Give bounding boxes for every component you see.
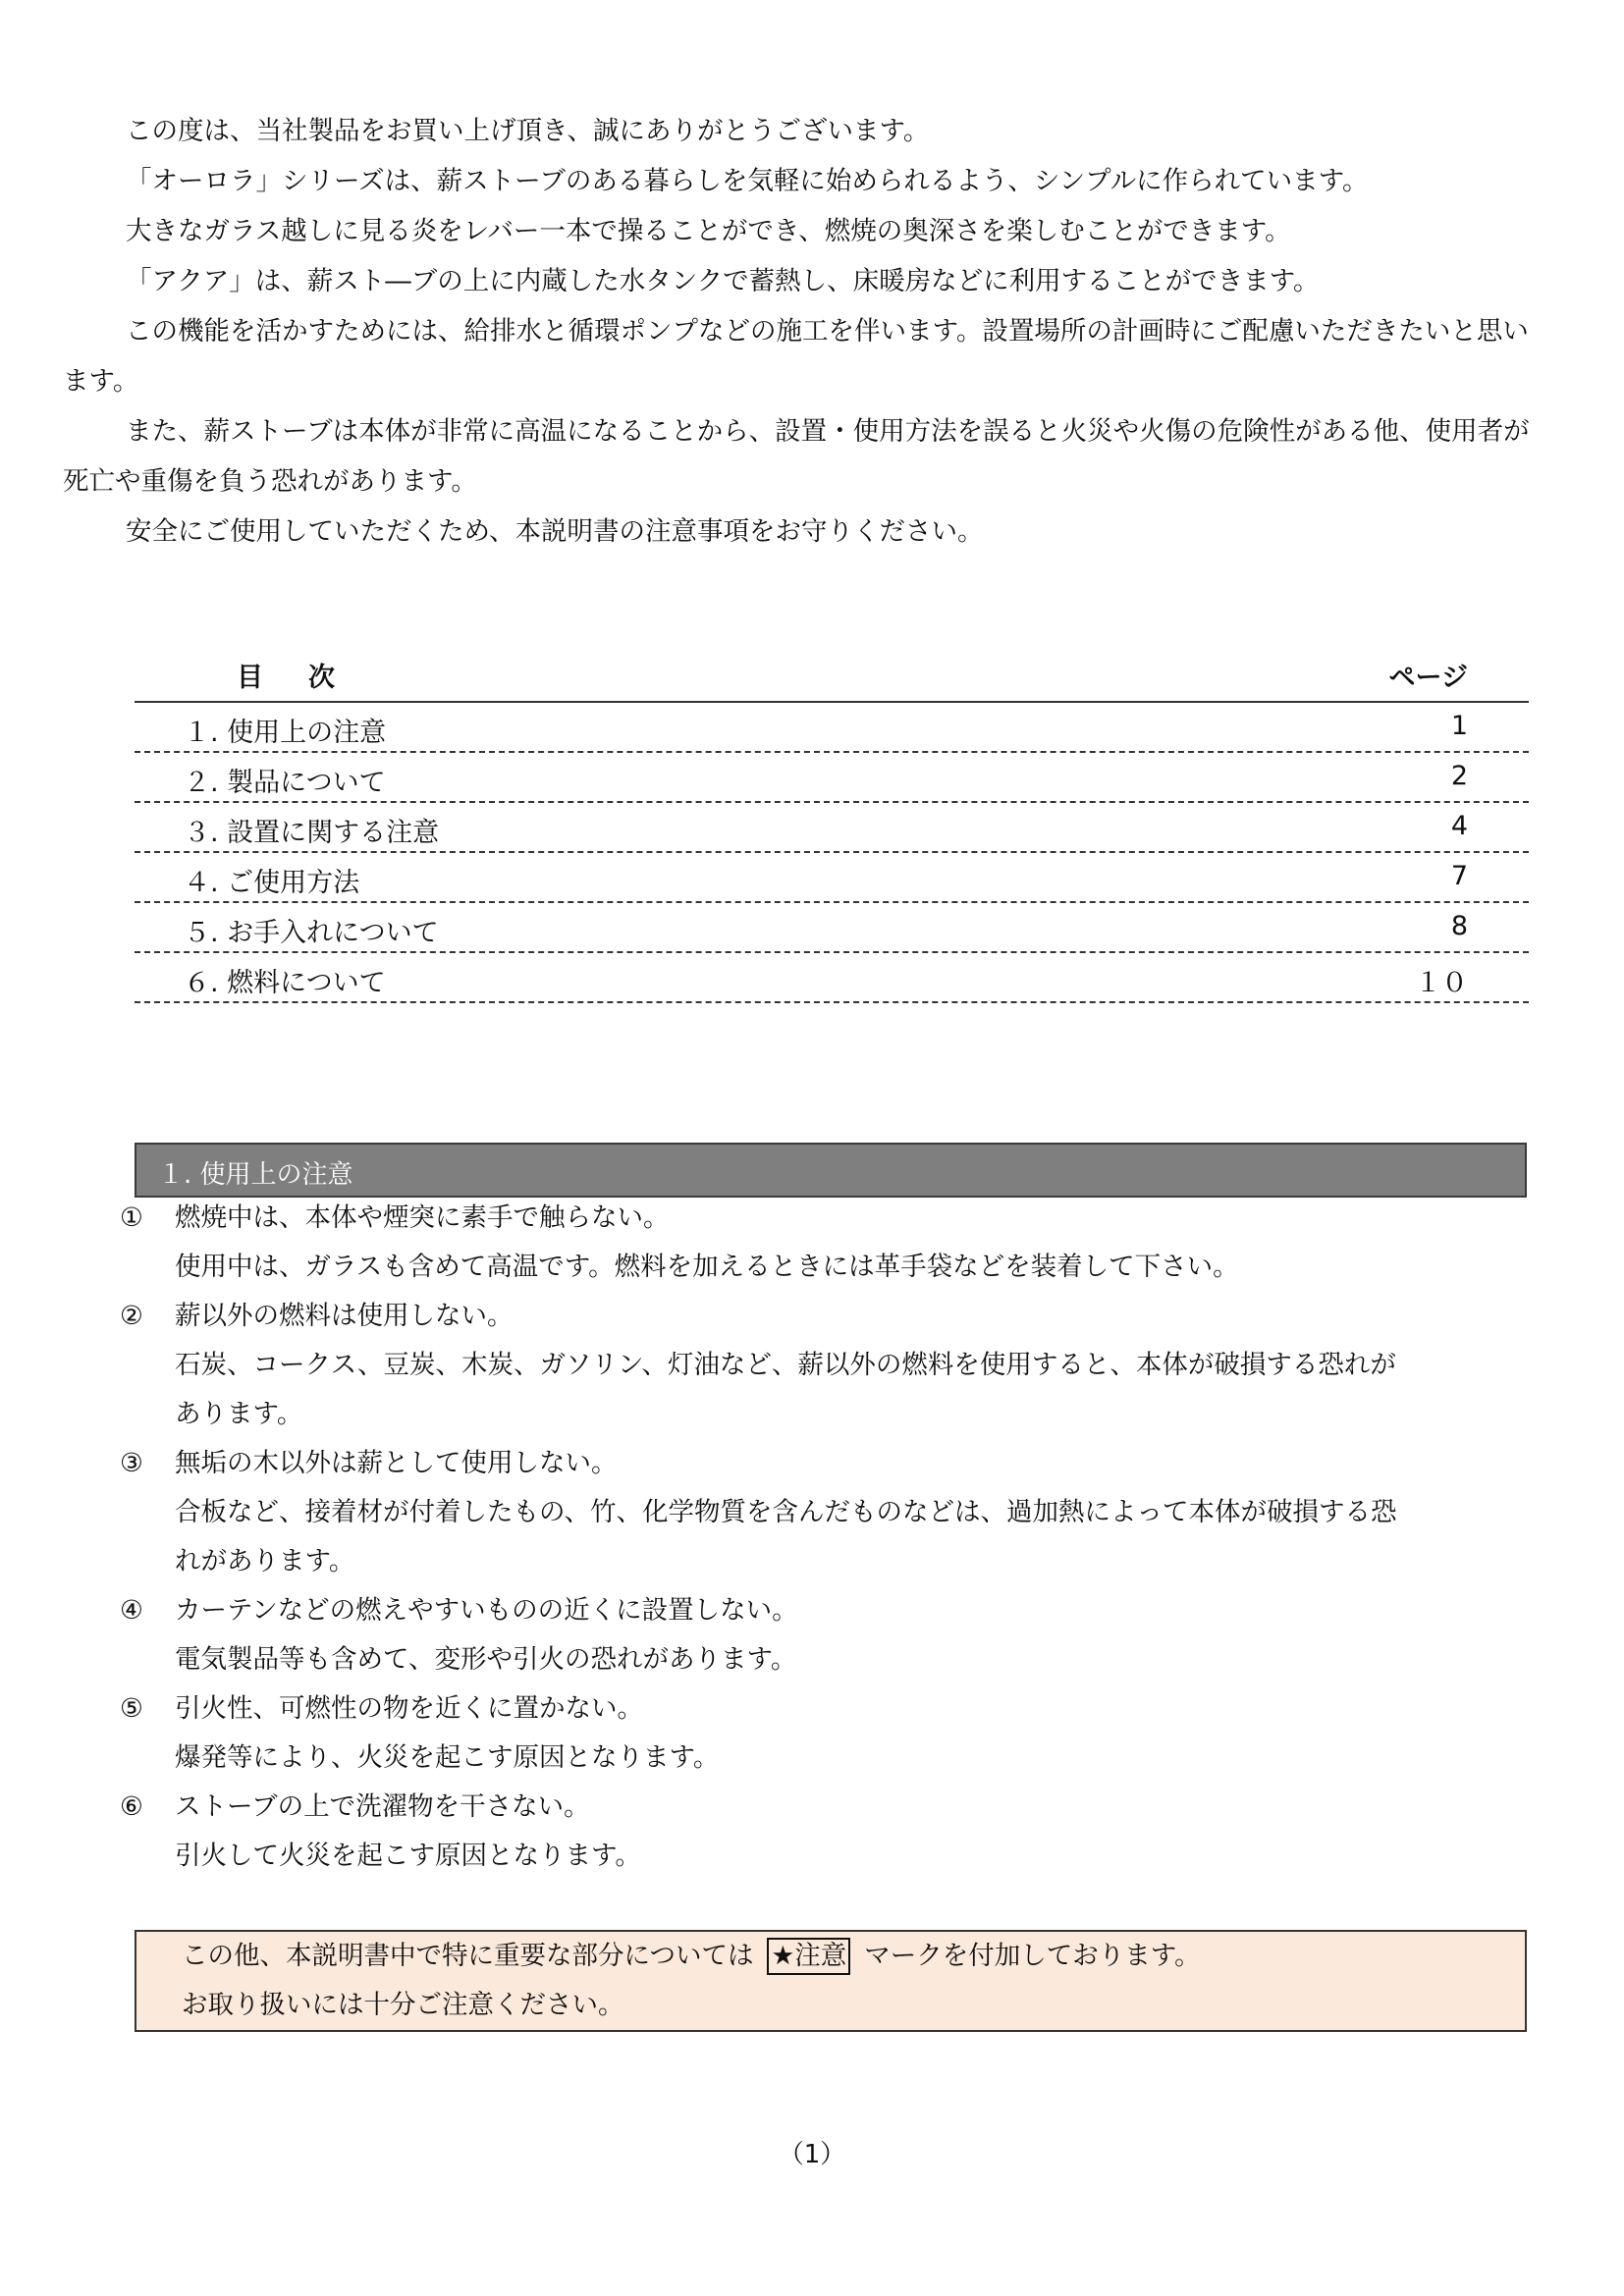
toc-item-label: ３. 設置に関する注意 — [184, 818, 440, 848]
caution-detail: 合板など、接着材が付着したもの、竹、化学物質を含んだものなどは、過加熱によって本体が破損する恐 — [175, 1497, 1397, 1527]
table-of-contents — [135, 650, 1529, 1003]
intro-paragraph: 大きなガラス越しに見る炎をレバー一本で操ることができ、燃焼の奥深さを楽しむことができます。 — [126, 216, 1291, 246]
toc-row — [135, 753, 1529, 803]
toc-item-label: ６. 燃料について — [184, 968, 386, 998]
caution-detail: れがあります。 — [175, 1546, 355, 1576]
caution-item — [120, 1684, 1534, 1783]
caution-heading: 無垢の木以外は薪として使用しない。 — [175, 1448, 618, 1478]
intro-paragraph: 安全にご使用していただくため、本説明書の注意事項をお守りください。 — [126, 516, 984, 547]
caution-item — [120, 1586, 1534, 1684]
toc-title: 目次 — [237, 663, 380, 693]
toc-item-page: 4 — [1450, 811, 1468, 841]
intro-paragraph: この機能を活かすためには、給排水と循環ポンプなどの施工を伴います。設置場所の計画時にご配慮いただきたいと思います。 — [63, 316, 1529, 397]
caution-number: ⑥ — [120, 1791, 143, 1822]
caution-item — [120, 1783, 1534, 1881]
caution-item — [120, 1194, 1534, 1292]
caution-number: ③ — [120, 1448, 143, 1478]
caution-detail: あります。 — [175, 1399, 303, 1429]
caution-list — [120, 1194, 1534, 1881]
caution-heading: カーテンなどの燃えやすいものの近くに設置しない。 — [175, 1595, 798, 1626]
toc-page-header: ページ — [1388, 663, 1468, 693]
caution-item — [120, 1439, 1534, 1586]
page-number: （1） — [778, 2140, 846, 2169]
caution-heading: 引火性、可燃性の物を近くに置かない。 — [175, 1693, 643, 1724]
caution-heading: 薪以外の燃料は使用しない。 — [175, 1301, 514, 1331]
notice-line: お取り扱いには十分ご注意ください。 — [182, 1990, 624, 2020]
caution-detail: 引火して火災を起こす原因となります。 — [175, 1841, 641, 1871]
notice-text-after: マークを付加しております。 — [864, 1941, 1201, 1971]
caution-number: ① — [120, 1202, 143, 1233]
toc-row — [135, 903, 1529, 953]
intro-paragraph: 「オーロラ」シリーズは、薪ストーブのある暮らしを気軽に始められるよう、シンプルに作られています。 — [126, 166, 1369, 196]
notice-text-before: この他、本説明書中で特に重要な部分については — [182, 1941, 754, 1971]
toc-item-label: １. 使用上の注意 — [184, 718, 387, 748]
caution-item — [120, 1292, 1534, 1439]
caution-number: ⑤ — [120, 1693, 143, 1724]
section-heading: １. 使用上の注意 — [158, 1160, 353, 1190]
caution-detail: 使用中は、ガラスも含めて高温です。燃料を加えるときには革手袋などを装着して下さい。 — [175, 1252, 1239, 1282]
toc-item-label: ４. ご使用方法 — [184, 868, 360, 898]
intro-paragraph: 「アクア」は、薪スト―ブの上に内蔵した水タンクで蓄熱し、床暖房などに利用することができます。 — [126, 266, 1320, 296]
toc-item-page: 7 — [1450, 861, 1468, 891]
caution-heading: 燃焼中は、本体や煙突に素手で触らない。 — [175, 1202, 670, 1233]
toc-row — [135, 953, 1529, 1003]
caution-detail: 爆発等により、火災を起こす原因となります。 — [175, 1742, 720, 1773]
intro-text — [63, 106, 1538, 557]
toc-item-page: 2 — [1450, 761, 1468, 791]
toc-item-page: 8 — [1450, 911, 1468, 941]
intro-paragraph: この度は、当社製品をお買い上げ頂き、誠にありがとうございます。 — [126, 116, 930, 146]
toc-item-page: 1 — [1450, 711, 1468, 741]
toc-item-page: １０ — [1415, 968, 1468, 998]
caution-heading: ストーブの上で洗濯物を干さない。 — [175, 1791, 590, 1822]
toc-item-label: ５. お手入れについて — [184, 918, 439, 948]
toc-row — [135, 703, 1529, 753]
toc-item-label: ２. 製品について — [184, 768, 386, 798]
toc-row — [135, 853, 1529, 903]
caution-detail: 電気製品等も含めて、変形や引火の恐れがあります。 — [175, 1644, 797, 1675]
section-heading-bar — [135, 1143, 1527, 1198]
toc-header — [135, 650, 1529, 703]
notice-box — [135, 1930, 1527, 2032]
toc-row — [135, 803, 1529, 853]
caution-number: ④ — [120, 1595, 143, 1626]
caution-detail: 石炭、コークス、豆炭、木炭、ガソリン、灯油など、薪以外の燃料を使用すると、本体が破損する恐れが — [175, 1350, 1396, 1380]
intro-paragraph: また、薪ストーブは本体が非常に高温になることから、設置・使用方法を誤ると火災や火傷の危険性がある他、使用者が死亡や重傷を負う恐れがあります。 — [63, 416, 1530, 497]
caution-number: ② — [120, 1301, 143, 1331]
notice-line — [182, 1932, 1201, 1981]
caution-mark: ★注意 — [767, 1938, 850, 1975]
